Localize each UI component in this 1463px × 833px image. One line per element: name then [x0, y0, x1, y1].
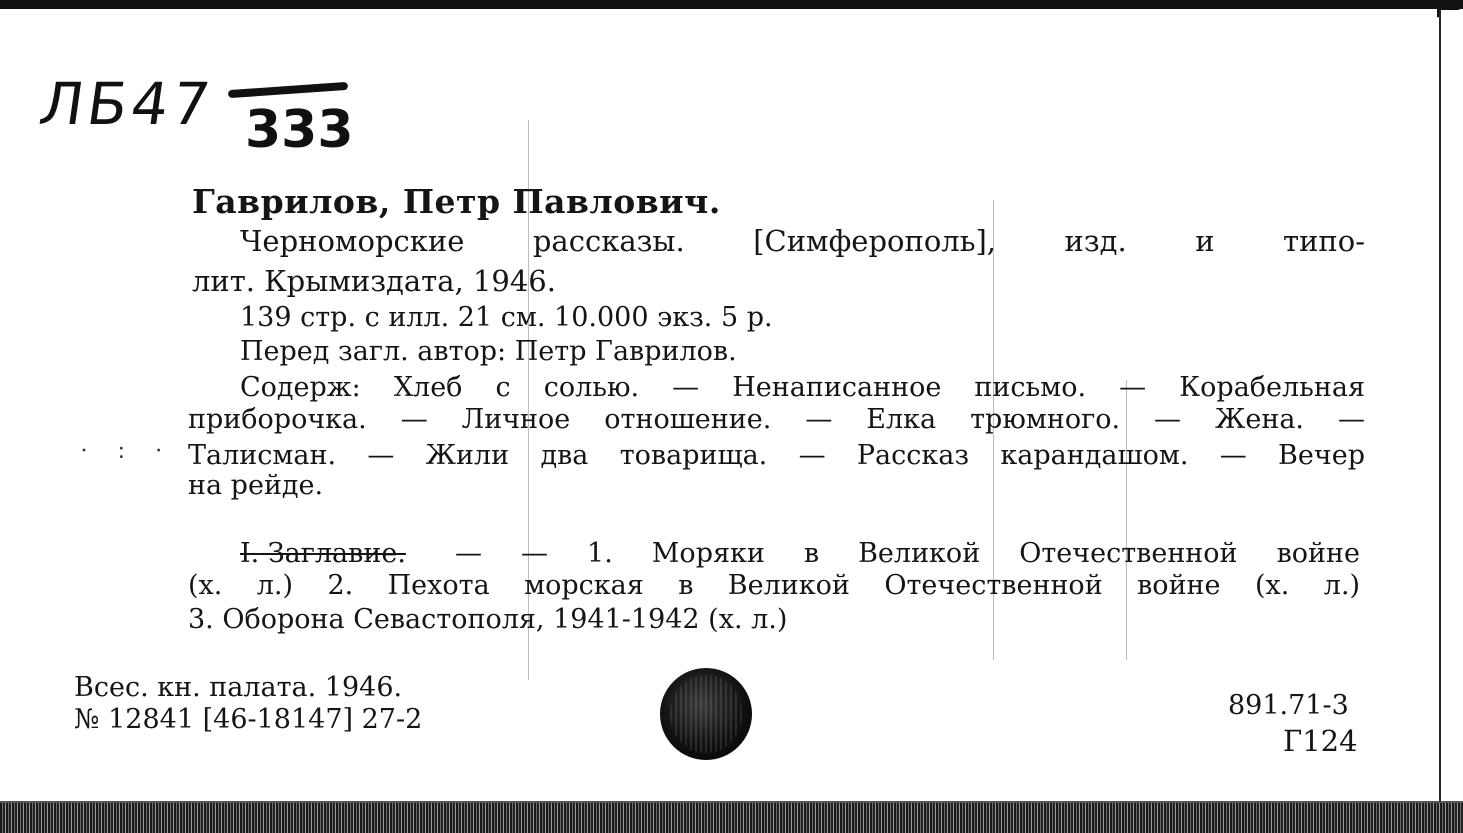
- contents-line: Содерж: Хлеб с солью. — Ненаписанное письмо. — Корабельная: [240, 372, 1365, 403]
- punch-hole-texture: [670, 675, 742, 753]
- author-heading: Гаврилов, Петр Павлович.: [192, 182, 721, 221]
- author-note: Перед загл. автор: Петр Гаврилов.: [240, 336, 737, 367]
- title-line: лит. Крымиздата, 1946.: [192, 264, 556, 298]
- subject-line: (х. л.) 2. Пехота морская в Великой Отечественной войне (х. л.): [188, 570, 1360, 601]
- subject-line: — — 1. Моряки в Великой Отечественной войне: [455, 538, 1360, 569]
- card-top-edge: [0, 0, 1463, 9]
- registration-number: № 12841 [46-18147] 27-2: [74, 704, 423, 735]
- physical-description: 139 стр. с илл. 21 см. 10.000 экз. 5 р.: [240, 302, 773, 333]
- card-right-edge: [1439, 10, 1463, 833]
- subject-line: 3. Оборона Севастополя, 1941-1942 (х. л.): [188, 604, 788, 635]
- contents-line: приборочка. — Личное отношение. — Елка трюмного. — Жена. —: [188, 404, 1365, 435]
- scan-speckles: · : ·: [80, 438, 175, 464]
- classification-code: 891.71-3: [1228, 690, 1349, 721]
- subject-title-entry: I. Заглавие.: [240, 538, 406, 569]
- book-chamber-line: Всес. кн. палата. 1946.: [74, 672, 403, 703]
- handwritten-call-code: ЛБ47: [35, 70, 218, 138]
- handwritten-underline: [228, 82, 348, 98]
- handwritten-call-number: 333: [245, 100, 354, 160]
- author-mark: Г124: [1283, 724, 1358, 758]
- contents-line: Талисман. — Жили два товарища. — Рассказ карандашом. — Вечер: [188, 440, 1365, 471]
- title-line: Черноморские рассказы. [Симферополь], изд. и типо-: [240, 224, 1365, 258]
- contents-line: на рейде.: [188, 470, 324, 501]
- card-bottom-edge: [0, 803, 1463, 833]
